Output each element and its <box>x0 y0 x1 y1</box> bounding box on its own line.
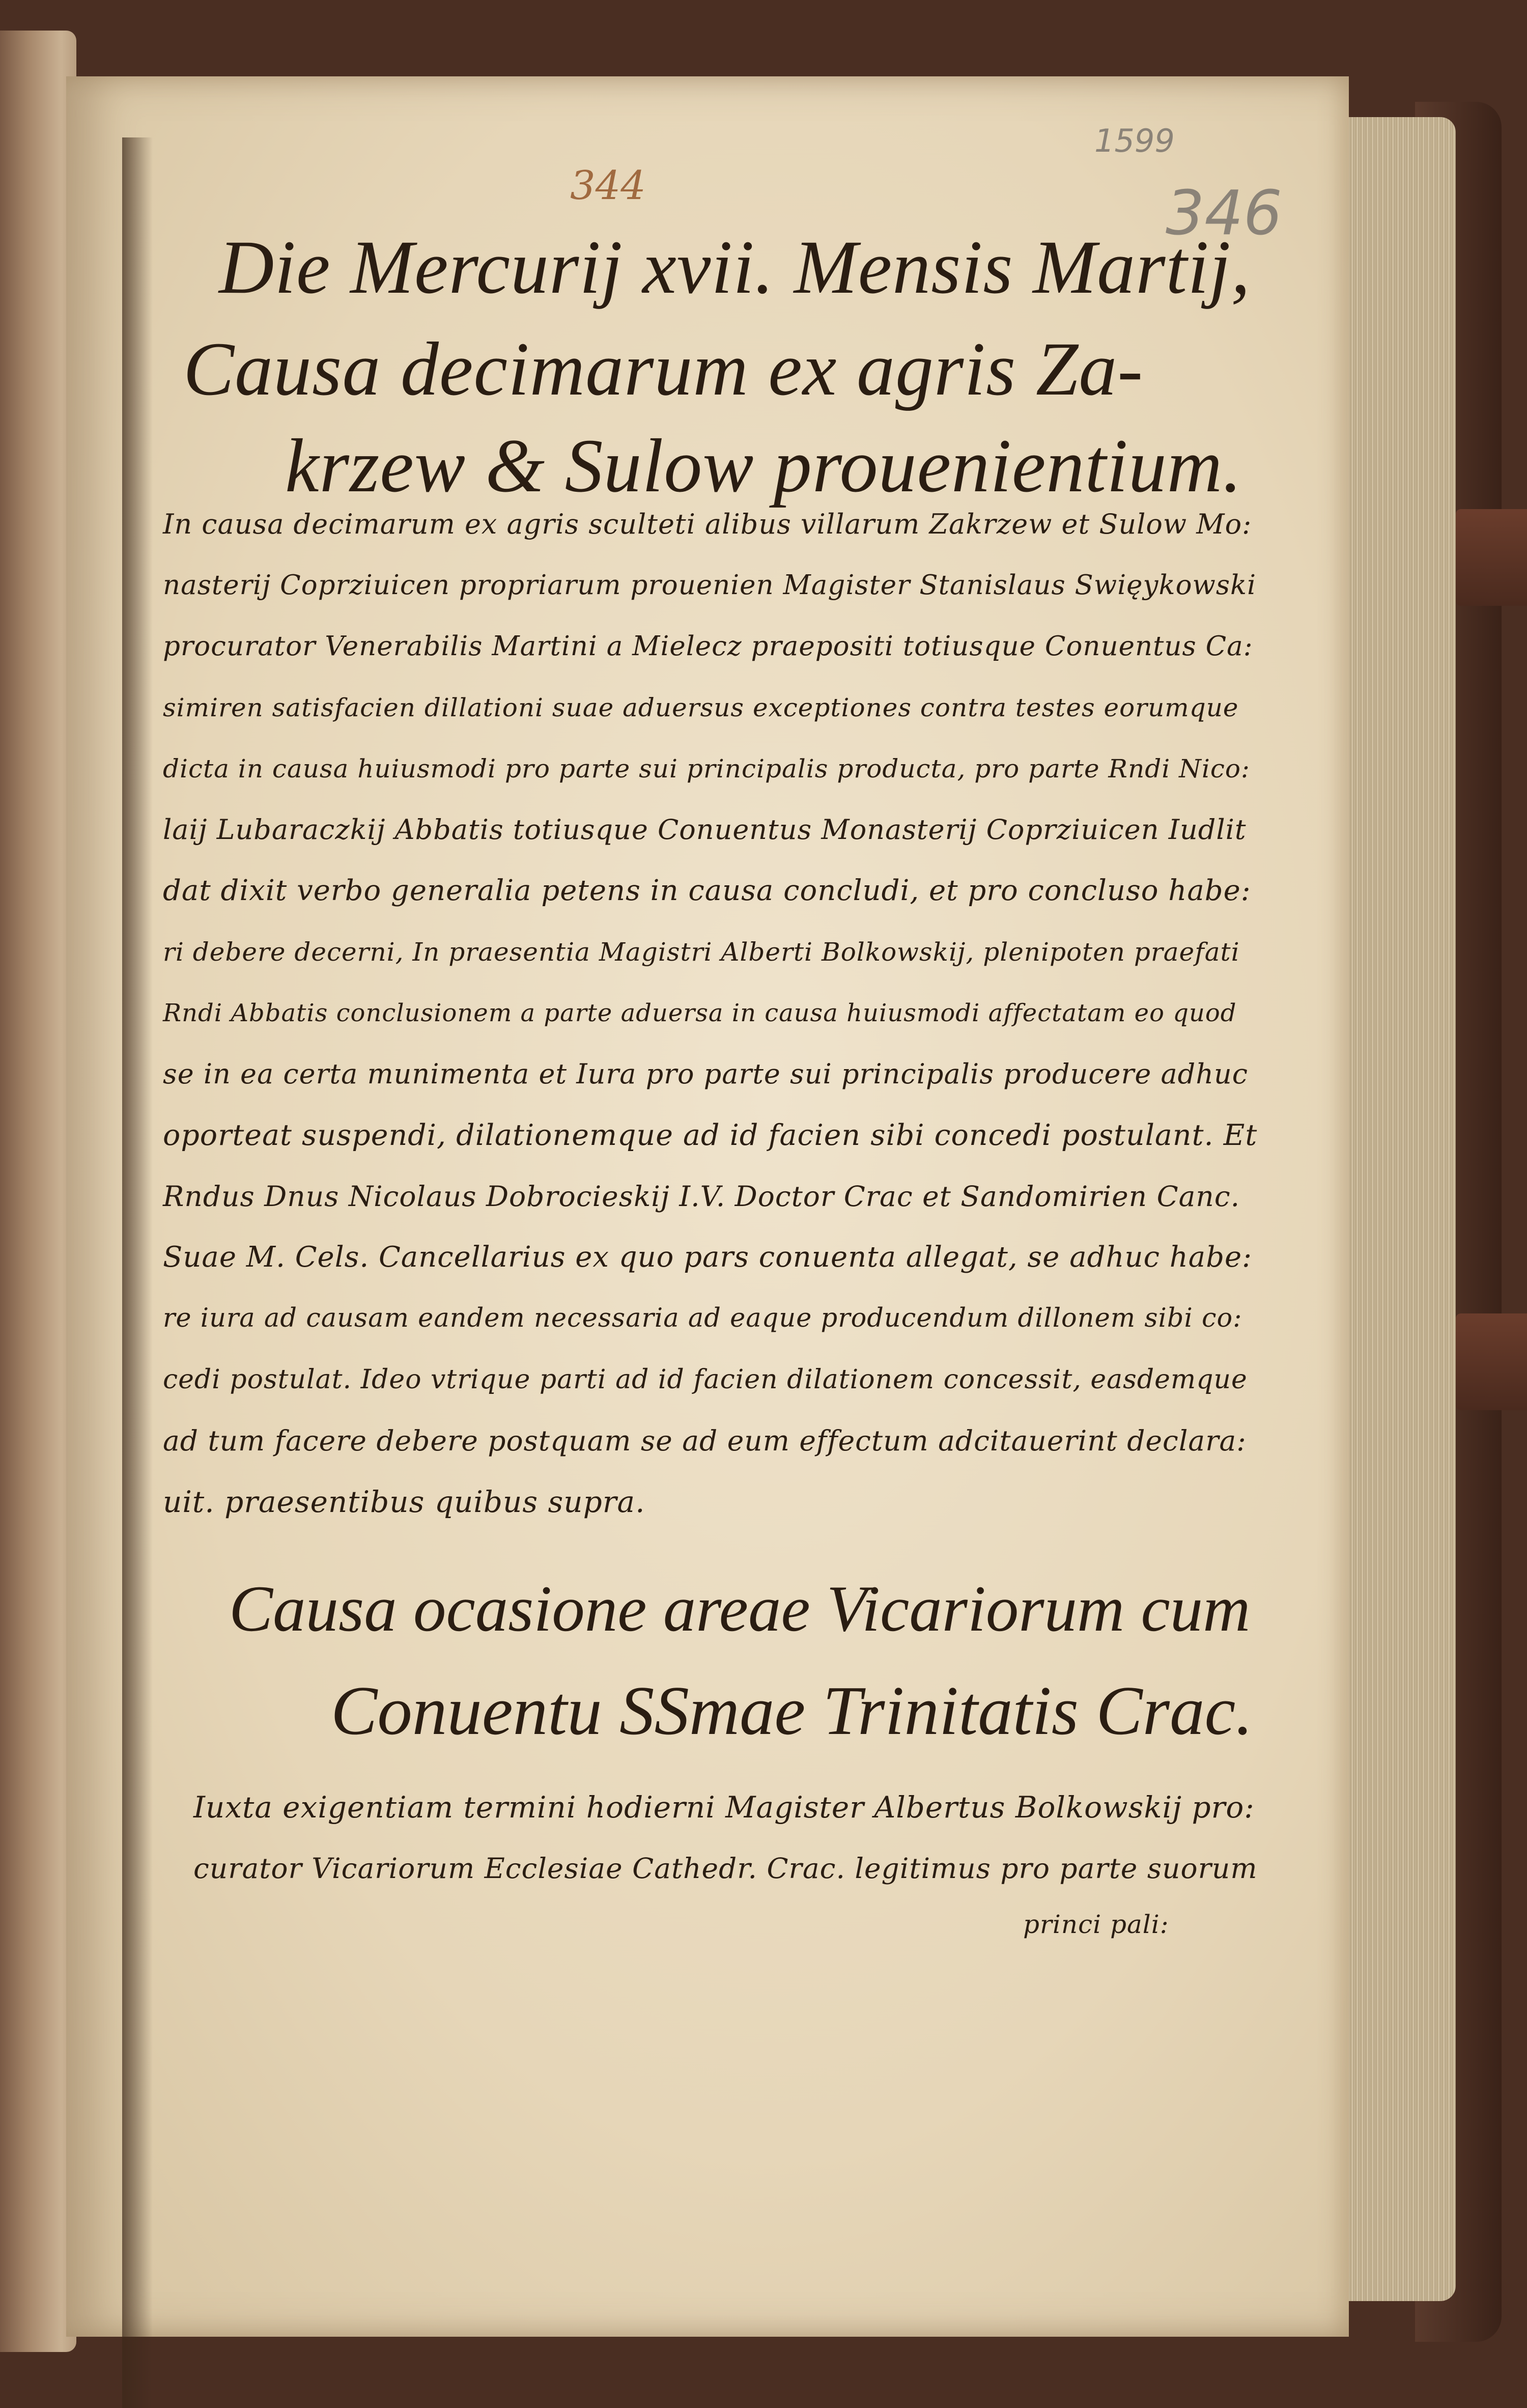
body-line: Rndus Dnus Nicolaus Dobrocieskij I.V. Doctor Crac et Sandomirien Canc. <box>163 1180 1240 1213</box>
body-line: dat dixit verbo generalia petens in causa concludi, et pro concluso habe: <box>163 874 1251 907</box>
gutter-shadow <box>122 137 153 2408</box>
body-line: re iura ad causam eandem necessaria ad eaque producendum dillonem sibi co: <box>163 1303 1242 1333</box>
body-line: se in ea certa munimenta et Iura pro parte sui principalis producere adhuc <box>163 1058 1249 1090</box>
subheading-line-1: Causa ocasione areae Vicariorum cum <box>229 1572 1251 1645</box>
body-line: Suae M. Cels. Cancellarius ex quo pars conuenta allegat, se adhuc habe: <box>163 1241 1253 1274</box>
clasp-strap-upper <box>1456 509 1527 606</box>
body-line: oporteat suspendi, dilationemque ad id facien sibi concedi postulant. Et <box>163 1118 1258 1152</box>
catchword: princi pali: <box>1023 1910 1169 1939</box>
body-line: laij Lubaraczkij Abbatis totiusque Conuentus Monasterij Coprziuicen Iudlit <box>163 814 1247 846</box>
folio-number-ink: 344 <box>570 163 646 209</box>
folio-page-pencil: 346 <box>1166 178 1283 249</box>
body-line: Iuxta exigentiam termini hodierni Magister Albertus Bolkowskij pro: <box>193 1790 1255 1825</box>
body-line: curator Vicariorum Ecclesiae Cathedr. Crac. legitimus pro parte suorum <box>193 1852 1258 1885</box>
body-line: nasterij Coprziuicen propriarum prouenien Magister Stanislaus Swięykowski <box>163 570 1257 601</box>
clasp-strap-lower <box>1456 1313 1527 1410</box>
previous-page-edge <box>0 31 76 2352</box>
heading-line-3: krzew & Sulow prouenientium. <box>285 424 1242 508</box>
page-block-edges <box>1339 117 1456 2301</box>
heading-line-1: Die Mercurij xvii. Mensis Martij, <box>219 225 1251 310</box>
body-line: dicta in causa huiusmodi pro parte sui principalis producta, pro parte Rndi Nico: <box>163 754 1250 783</box>
manuscript-page <box>66 76 1349 2337</box>
body-line: Rndi Abbatis conclusionem a parte aduersa in causa huiusmodi affectatam eo quod <box>163 999 1237 1027</box>
body-line: ad tum facere debere postquam se ad eum effectum adcitauerint declara: <box>163 1424 1247 1457</box>
body-line: ri debere decerni, In praesentia Magistri Alberti Bolkowskij, plenipoten praefati <box>163 937 1240 967</box>
heading-line-2: Causa decimarum ex agris Za- <box>183 327 1144 411</box>
body-line: In causa decimarum ex agris sculteti alibus villarum Zakrzew et Sulow Mo: <box>163 508 1252 540</box>
body-line: uit. praesentibus quibus supra. <box>163 1485 645 1519</box>
folio-year-pencil: 1599 <box>1094 122 1175 159</box>
body-line: simiren satisfacien dillationi suae aduersus exceptiones contra testes eorumque <box>163 693 1239 722</box>
body-line: cedi postulat. Ideo vtrique parti ad id facien dilationem concessit, easdemque <box>163 1364 1248 1395</box>
subheading-line-2: Conuentu SSmae Trinitatis Crac. <box>331 1672 1253 1749</box>
body-line: procurator Venerabilis Martini a Mielecz praepositi totiusque Conuentus Ca: <box>163 631 1253 662</box>
